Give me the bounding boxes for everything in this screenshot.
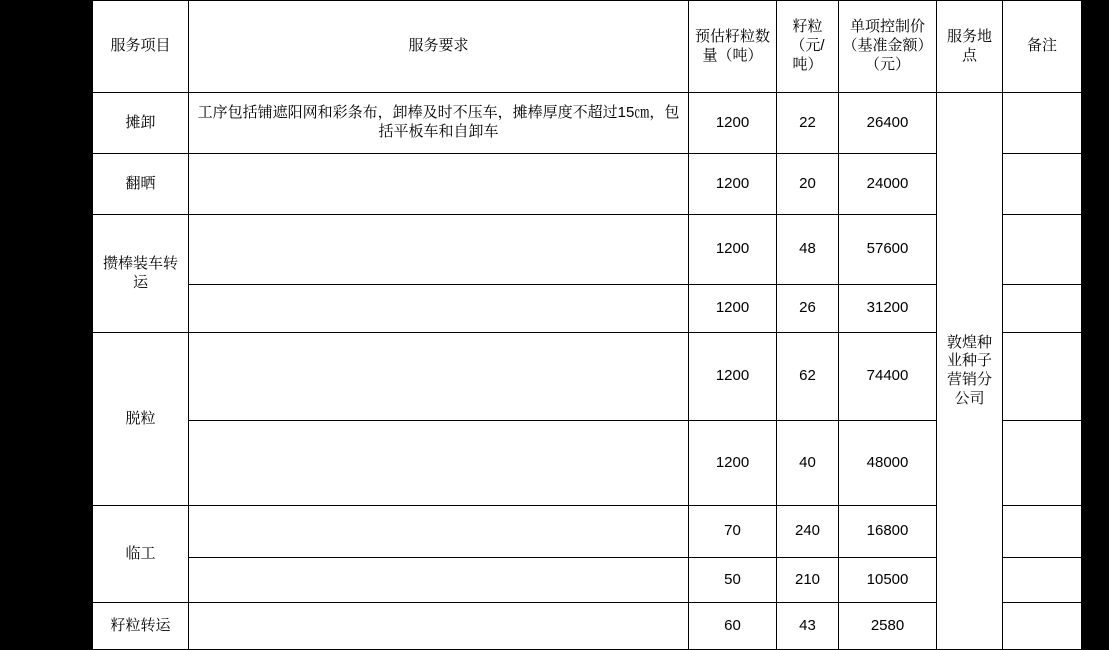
cell-unit-price: 40 bbox=[777, 421, 839, 506]
header-cell-control-price: 单项控制价（基准金额）（元） bbox=[839, 1, 937, 93]
cell-unit-price: 240 bbox=[777, 506, 839, 558]
cell-unit-price: 26 bbox=[777, 285, 839, 333]
cell-requirement-redacted bbox=[189, 154, 689, 215]
cell-qty: 70 bbox=[689, 506, 777, 558]
table-row bbox=[93, 154, 1082, 215]
table-row bbox=[93, 93, 1082, 154]
cell-item: 攒棒装车转运 bbox=[93, 215, 189, 333]
cell-requirement-redacted bbox=[189, 421, 689, 506]
cell-unit-price: 62 bbox=[777, 333, 839, 421]
cell-qty: 1200 bbox=[689, 285, 777, 333]
cell-remark bbox=[1003, 93, 1082, 154]
table-header-row bbox=[93, 1, 1082, 93]
cell-item: 籽粒转运 bbox=[93, 603, 189, 650]
header-cell-estimated-qty: 预估籽粒数量（吨） bbox=[689, 1, 777, 93]
cell-unit-price: 43 bbox=[777, 603, 839, 650]
table-row bbox=[93, 421, 1082, 506]
cell-requirement-redacted bbox=[189, 285, 689, 333]
cell-remark bbox=[1003, 558, 1082, 603]
table-row bbox=[93, 506, 1082, 558]
cell-remark bbox=[1003, 333, 1082, 421]
table-row bbox=[93, 285, 1082, 333]
header-cell-unit-price: 籽粒（元/吨） bbox=[777, 1, 839, 93]
cell-control-price: 2580 bbox=[839, 603, 937, 650]
cell-qty: 60 bbox=[689, 603, 777, 650]
cell-item: 临工 bbox=[93, 506, 189, 603]
cell-control-price: 57600 bbox=[839, 215, 937, 285]
cell-control-price: 10500 bbox=[839, 558, 937, 603]
cell-item: 脱粒 bbox=[93, 333, 189, 506]
table-row bbox=[93, 333, 1082, 421]
header-cell-place: 服务地点 bbox=[937, 1, 1003, 93]
table-row bbox=[93, 215, 1082, 285]
cell-place: 敦煌种业种子营销分公司 bbox=[937, 93, 1003, 650]
cell-qty: 1200 bbox=[689, 93, 777, 154]
cell-unit-price: 210 bbox=[777, 558, 839, 603]
cell-remark bbox=[1003, 506, 1082, 558]
cell-requirement-redacted bbox=[189, 506, 689, 558]
cell-requirement-redacted bbox=[189, 558, 689, 603]
cell-unit-price: 20 bbox=[777, 154, 839, 215]
cell-requirement-redacted bbox=[189, 333, 689, 421]
cell-control-price: 24000 bbox=[839, 154, 937, 215]
cell-remark bbox=[1003, 285, 1082, 333]
cell-qty: 1200 bbox=[689, 154, 777, 215]
cell-control-price: 31200 bbox=[839, 285, 937, 333]
cell-qty: 1200 bbox=[689, 421, 777, 506]
cell-control-price: 16800 bbox=[839, 506, 937, 558]
cell-remark bbox=[1003, 421, 1082, 506]
cell-item: 翻晒 bbox=[93, 154, 189, 215]
cell-remark bbox=[1003, 215, 1082, 285]
header-cell-item: 服务项目 bbox=[93, 1, 189, 93]
cell-unit-price: 22 bbox=[777, 93, 839, 154]
cell-qty: 50 bbox=[689, 558, 777, 603]
cell-remark bbox=[1003, 603, 1082, 650]
header-cell-remark: 备注 bbox=[1003, 1, 1082, 93]
cell-item: 摊卸 bbox=[93, 93, 189, 154]
cell-control-price: 26400 bbox=[839, 93, 937, 154]
cell-requirement: 工序包括铺遮阳网和彩条布，卸棒及时不压车，摊棒厚度不超过15㎝，包括平板车和自卸车 bbox=[189, 93, 689, 154]
service-price-table bbox=[92, 0, 1082, 650]
cell-requirement-redacted bbox=[189, 215, 689, 285]
cell-qty: 1200 bbox=[689, 333, 777, 421]
header-cell-requirement: 服务要求 bbox=[189, 1, 689, 93]
cell-control-price: 48000 bbox=[839, 421, 937, 506]
table-row bbox=[93, 603, 1082, 650]
cell-unit-price: 48 bbox=[777, 215, 839, 285]
cell-control-price: 74400 bbox=[839, 333, 937, 421]
table-row bbox=[93, 558, 1082, 603]
cell-requirement-redacted bbox=[189, 603, 689, 650]
cell-qty: 1200 bbox=[689, 215, 777, 285]
cell-remark bbox=[1003, 154, 1082, 215]
